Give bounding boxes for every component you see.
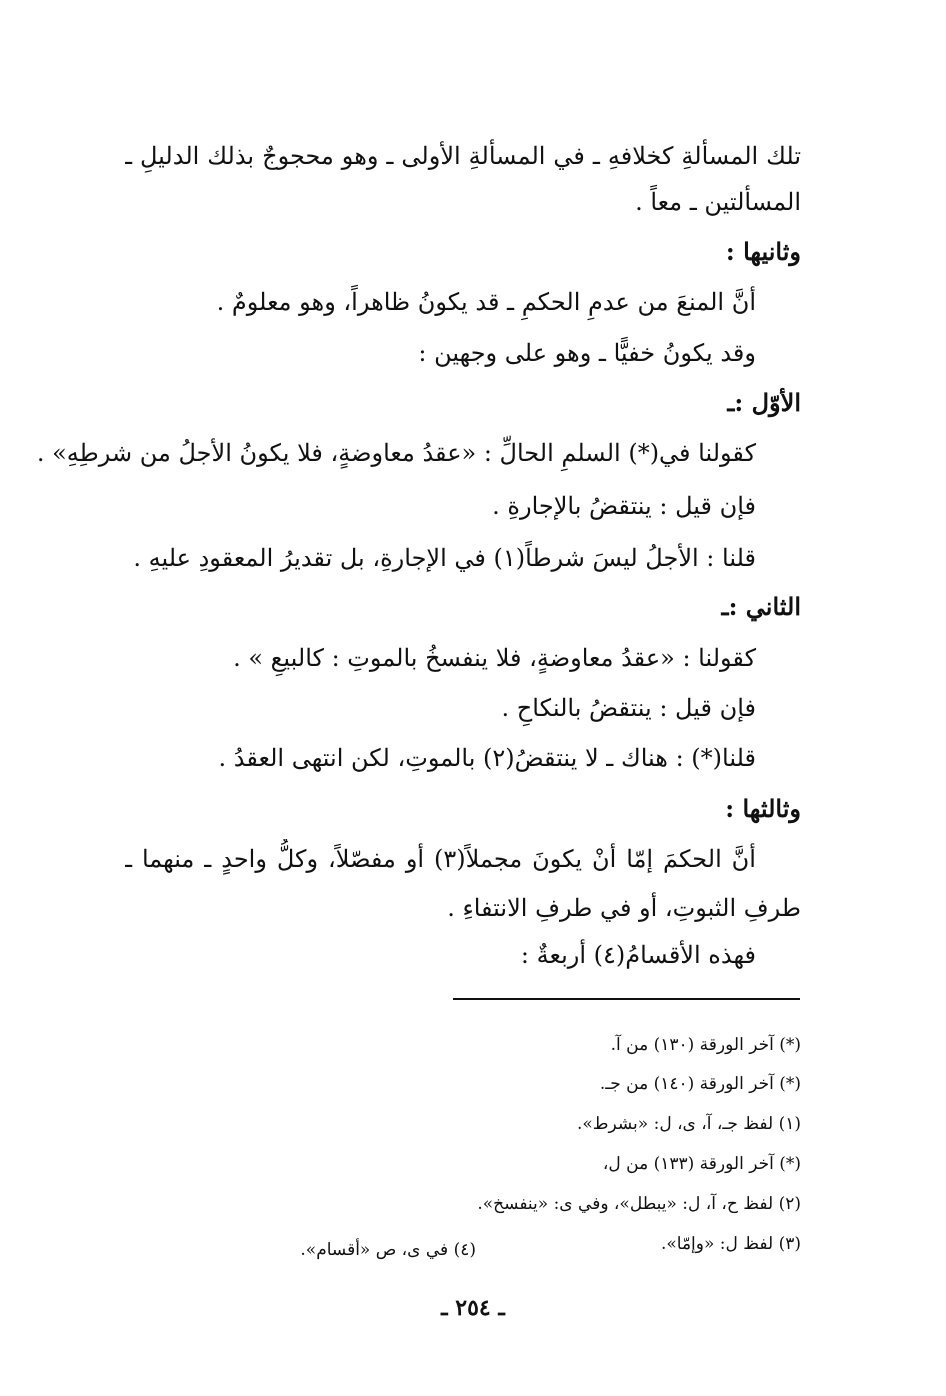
footnote: (*) آخر الورقة (١٤٠) من جـ. [599,1074,801,1094]
subsection-heading: الأوّل :ـ [727,388,801,417]
body-line: أنَّ الحكمَ إمّا أنْ يكونَ مجملاً(٣) أو مفصّلاً، وكلُّ واحدٍ ـ منهما ـ [125,845,756,873]
footnote: (١) لفظ جـ، آ، ى، ل: «بشرط». [576,1114,801,1134]
footnote: (٢) لفظ ح، آ، ل: «يبطل»، وفي ى: «ينفسخ». [477,1194,801,1214]
body-line: تلك المسألةِ كخلافهِ ـ في المسألةِ الأولى ـ وهو محجوجٌ بذلك الدليلِ ـ [125,142,801,170]
body-line: فإن قيل : ينتقضُ بالنكاحِ . [501,694,756,722]
body-line: فإن قيل : ينتقضُ بالإجارةِ . [492,492,756,520]
body-line: أنَّ المنعَ من عدمِ الحكمِ ـ قد يكونُ ظاهراً، وهو معلومٌ . [216,288,756,316]
body-line: قلنا(*) : هناك ـ لا ينتقضُ(٢) بالموتِ، لكن انتهى العقدُ . [218,744,756,772]
footnote: (*) آخر الورقة (١٣٣) من ل، [602,1154,801,1174]
body-line: قلنا : الأجلُ ليسَ شرطاً(١) في الإجارةِ، بل تقديرُ المعقودِ عليهِ . [133,544,756,572]
subsection-heading: الثاني :ـ [721,592,801,621]
footnote-divider [453,998,800,1000]
body-line: كقولنا في(*) السلمِ الحالِّ : «عقدُ معاوضةٍ، فلا يكونُ الأجلُ من شرطِهِ» . [36,439,756,467]
body-line: وقد يكونُ خفيًّا ـ وهو على وجهين : [418,339,756,367]
footnote: (*) آخر الورقة (١٣٠) من آ. [610,1035,801,1055]
page-number: ـ ٢٥٤ ـ [441,1295,505,1321]
section-heading: وثانيها : [725,237,801,266]
body-line: طرفِ الثبوتِ، أو في طرفِ الانتفاءِ . [447,894,801,922]
section-heading: وثالثها : [725,794,801,823]
footnote: (٣) لفظ ل: «وإمّا». [660,1234,801,1254]
body-line: المسألتين ـ معاً . [635,188,801,216]
body-line: فهذه الأقسامُ(٤) أربعةٌ : [520,941,756,969]
body-line: كقولنا : «عقدُ معاوضةٍ، فلا ينفسخُ بالموتِ : كالبيعِ » . [233,644,756,672]
footnote: (٤) في ى، ص «أقسام». [300,1240,476,1260]
